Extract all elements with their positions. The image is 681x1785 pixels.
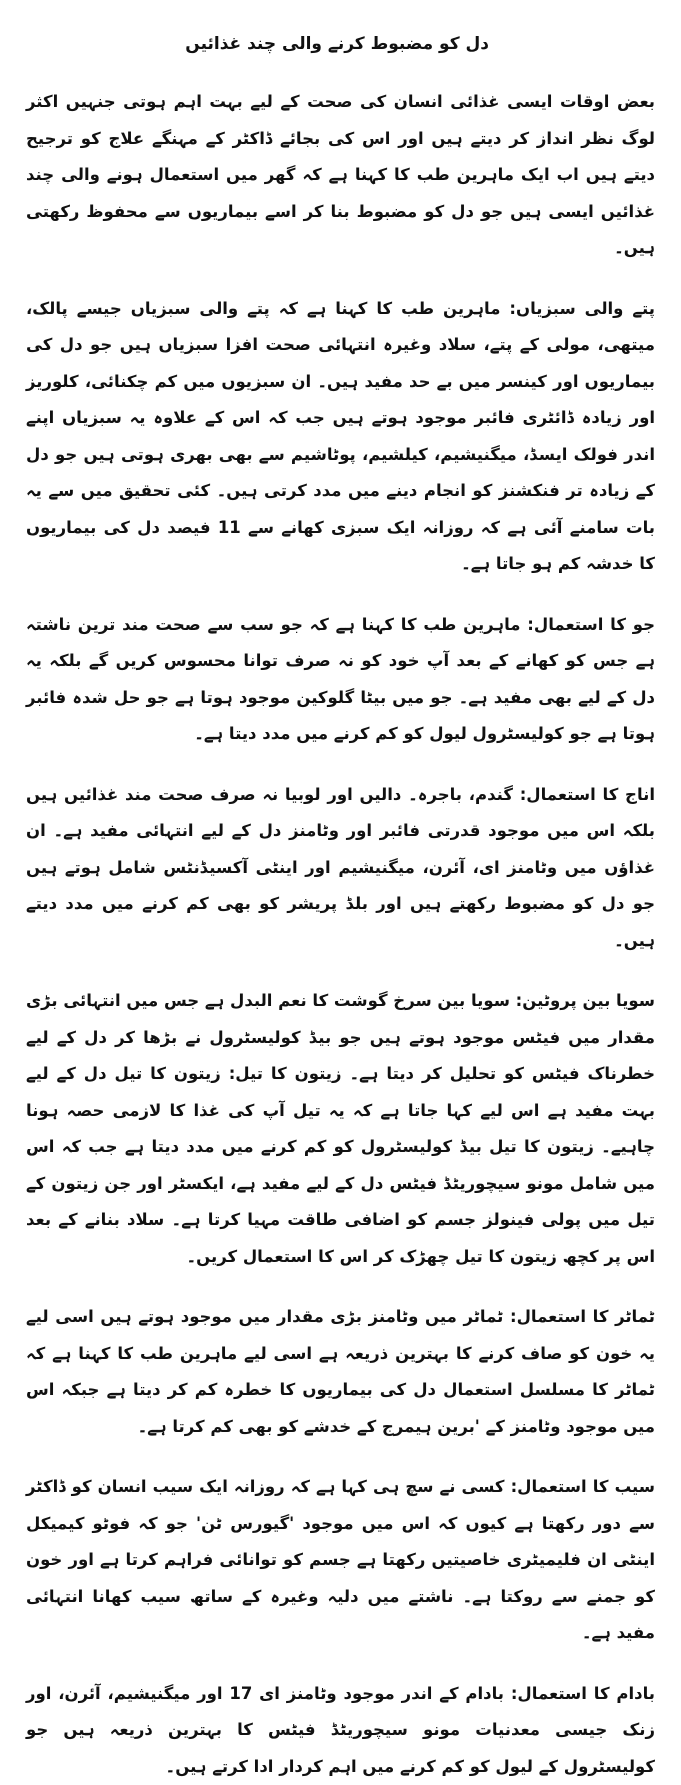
leafy-vegetables-paragraph: پتے والی سبزیاں: ماہرین طب کا کہنا ہے کہ پتے والی سبزیاں جیسے پالک، میتھی، مولی کے پتے، سلاد وغیرہ انتہائی صحت افزا سبزیاں ہیں جو دل کی بیماریوں اور کینسر میں بے حد مفید ہیں۔ ان سبزیوں میں کم چکنائی، کلوریز اور زیادہ ڈائٹری فائبر موجود ہوتے ہیں جب کہ اس کے علاوہ یہ سبزیاں اپنے اندر فولک ایسڈ، میگنیشیم، کیلشیم، پوٹاشیم سے بھی بھری ہوتی ہیں جو دل کے زیادہ تر فنکشنز کو انجام دینے میں مدد کرتی ہیں۔ کئی تحقیق میں سے یہ بات سامنے آئی ہے کہ روزانہ ایک سبزی کھانے سے 11 فیصد دل کی بیماریوں کا خدشہ کم ہو جاتا ہے۔ bbox=[26, 291, 655, 583]
tomato-paragraph: ٹماٹر کا استعمال: ٹماٹر میں وٹامنز بڑی مقدار میں موجود ہوتے ہیں اسی لیے یہ خون کو صاف کرنے کا بہترین ذریعہ ہے اسی لیے ماہرین طب کا کہنا ہے کہ ٹماٹر کا مسلسل استعمال دل کی بیماریوں کا خطرہ کم کر دیتا ہے جبکہ اس میں موجود وٹامنز کے 'برین ہیمرج کے خدشے کو بھی کم کرتا ہے۔ bbox=[26, 1299, 655, 1445]
intro-paragraph: بعض اوقات ایسی غذائی انسان کی صحت کے لیے بہت اہم ہوتی جنہیں اکثر لوگ نظر انداز کر دیتے ہیں اور اس کی بجائے ڈاکٹر کے مہنگے علاج کو ترجیح دیتے ہیں اب ایک ماہرین طب کا کہنا ہے کہ گھر میں استعمال ہونے والی چند غذائیں ایسی ہیں جو دل کو مضبوط بنا کر اسے بیماریوں سے محفوظ رکھتی ہیں۔ bbox=[26, 84, 655, 267]
almond-paragraph: بادام کا استعمال: بادام کے اندر موجود وٹامنز ای 17 اور میگنیشیم، آئرن، اور زنک جیسی معدنیات مونو سیچوریٹڈ فیٹس کا بہترین ذریعہ ہیں جو کولیسٹرول کے لیول کو کم کرنے میں اہم کردار ادا کرتے ہیں۔ bbox=[26, 1676, 655, 1785]
oats-paragraph: جو کا استعمال: ماہرین طب کا کہنا ہے کہ جو سب سے صحت مند ترین ناشتہ ہے جس کو کھانے کے بعد آپ خود کو نہ صرف توانا محسوس کریں گے بلکہ یہ دل کے لیے بھی مفید ہے۔ جو میں بیٹا گلوکین موجود ہوتا ہے جو حل شدہ فائبر ہوتا ہے جو کولیسٹرول لیول کو کم کرنے میں مدد دیتا ہے۔ bbox=[26, 607, 655, 753]
article-title: دل کو مضبوط کرنے والی چند غذائیں bbox=[26, 30, 655, 58]
grains-paragraph: اناج کا استعمال: گندم، باجرہ۔ دالیں اور لوبیا نہ صرف صحت مند غذائیں ہیں بلکہ اس میں موجود قدرتی فائبر اور وٹامنز دل کے لیے انتہائی مفید ہے۔ ان غذاؤں میں وٹامنز ای، آئرن، میگنیشیم اور اینٹی آکسیڈنٹس شامل ہوتے ہیں جو دل کو مضبوط رکھتے ہیں اور بلڈ پریشر کو بھی کم کرنے میں مدد دیتے ہیں۔ bbox=[26, 777, 655, 960]
soybean-olive-oil-paragraph: سویا بین پروٹین: سویا بین سرخ گوشت کا نعم البدل ہے جس میں انتہائی بڑی مقدار میں فیٹس موجود ہوتے ہیں جو بیڈ کولیسٹرول نے بڑھا کر دل کے لیے خطرناک فیٹس کو تحلیل کر دیتا ہے۔ زیتون کا تیل: زیتون کا تیل دل کے لیے بہت مفید ہے اس لیے کہا جاتا ہے کہ یہ تیل آپ کی غذا کا لازمی حصہ ہونا چاہیے۔ زیتون کا تیل بیڈ کولیسٹرول کو کم کرنے میں مدد دیتا ہے جب کہ اس میں شامل مونو سیچوریٹڈ فیٹس دل کے لیے مفید ہے، ایکسٹر اور جن زیتون کے تیل میں پولی فینولز جسم کو اضافی طاقت مہیا کرتا ہے۔ سلاد بنانے کے بعد اس پر کچھ زیتون کا تیل چھڑک کر اس کا استعمال کریں۔ bbox=[26, 983, 655, 1275]
apple-paragraph: سیب کا استعمال: کسی نے سچ ہی کہا ہے کہ روزانہ ایک سیب انسان کو ڈاکٹر سے دور رکھتا ہے کیوں کہ اس میں موجود 'گیورس ٹن' جو کہ فوٹو کیمیکل اینٹی ان فلیمیٹری خاصیتیں رکھتا ہے جسم کو توانائی فراہم کرتا ہے اور خون کو جمنے سے روکتا ہے۔ ناشتے میں دلیہ وغیرہ کے ساتھ سیب کھانا انتہائی مفید ہے۔ bbox=[26, 1469, 655, 1652]
